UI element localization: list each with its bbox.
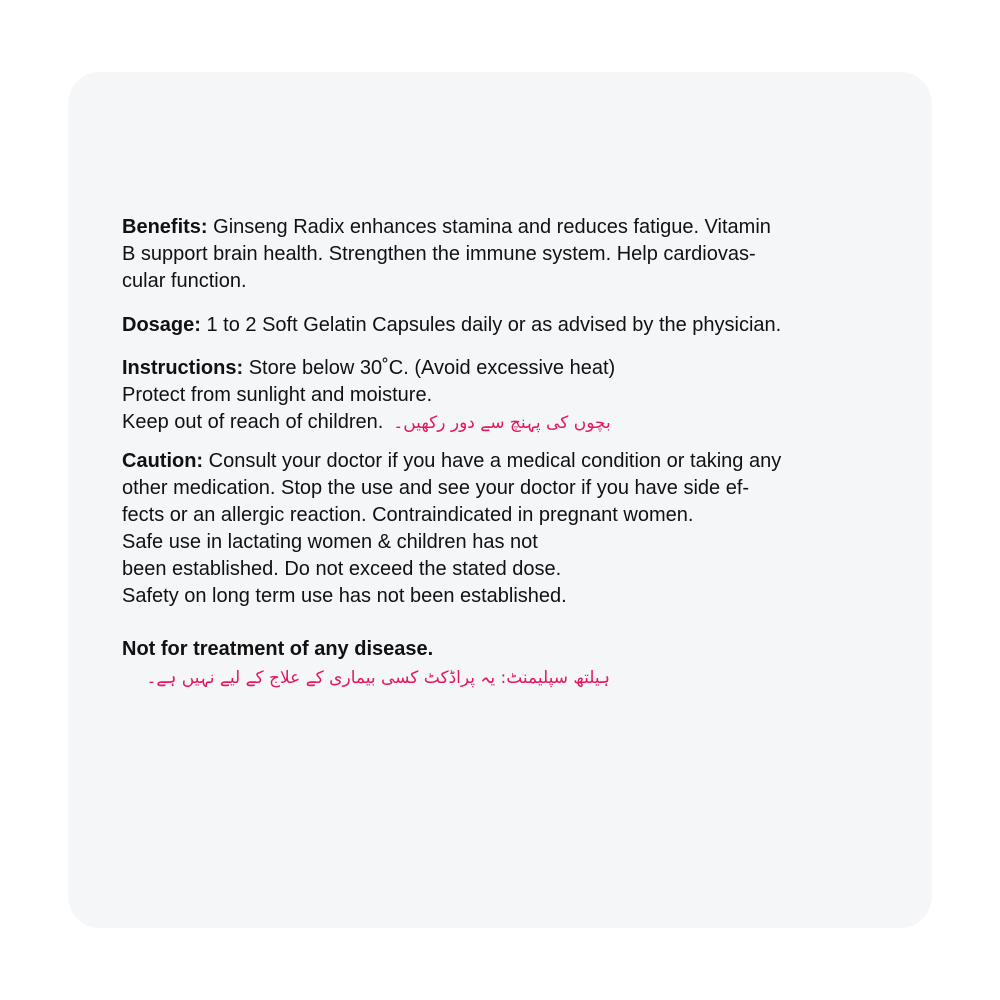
footer-section xyxy=(122,636,882,693)
instructions-label: Instructions: xyxy=(122,357,244,379)
instructions-text-line1: Store below 30˚C. (Avoid excessive heat) xyxy=(248,357,616,379)
not-for-treatment-warning: Not for treatment of any disease. xyxy=(122,638,434,660)
benefits-label: Benefits: xyxy=(122,216,208,238)
footer-urdu-text: ہیلتھ سپلیمنٹ: یہ پراڈکٹ کسی بیماری کے علاج کے لیے نہیں ہے۔ xyxy=(146,668,610,688)
benefits-section xyxy=(122,214,882,295)
instructions-section xyxy=(122,355,882,437)
dosage-text: 1 to 2 Soft Gelatin Capsules daily or as advised by the physician. xyxy=(206,314,782,336)
instructions-urdu-text: بچوں کی پہنچ سے دور رکھیں۔ xyxy=(393,413,611,433)
benefits-text-line3: cular function. xyxy=(122,270,247,292)
benefits-text-line2: B support brain health. Strengthen the immune system. Help cardiovas- xyxy=(122,243,756,265)
caution-text-line6: Safety on long term use has not been established. xyxy=(122,585,567,607)
caution-text-line4: Safe use in lactating women & children has not xyxy=(122,531,538,553)
instructions-text-line3: Keep out of reach of children. xyxy=(122,411,384,433)
caution-text-line3: fects or an allergic reaction. Contraindicated in pregnant women. xyxy=(122,504,694,526)
benefits-text-line1: Ginseng Radix enhances stamina and reduces fatigue. Vitamin xyxy=(213,216,771,238)
caution-text-line2: other medication. Stop the use and see your doctor if you have side ef- xyxy=(122,477,750,499)
caution-text-line1: Consult your doctor if you have a medical condition or taking any xyxy=(208,450,782,472)
dosage-section xyxy=(122,312,882,339)
caution-label: Caution: xyxy=(122,450,204,472)
dosage-label: Dosage: xyxy=(122,314,201,336)
caution-section xyxy=(122,448,882,610)
label-text xyxy=(122,214,882,693)
caution-text-line5: been established. Do not exceed the stated dose. xyxy=(122,558,562,580)
instructions-text-line2: Protect from sunlight and moisture. xyxy=(122,384,433,406)
